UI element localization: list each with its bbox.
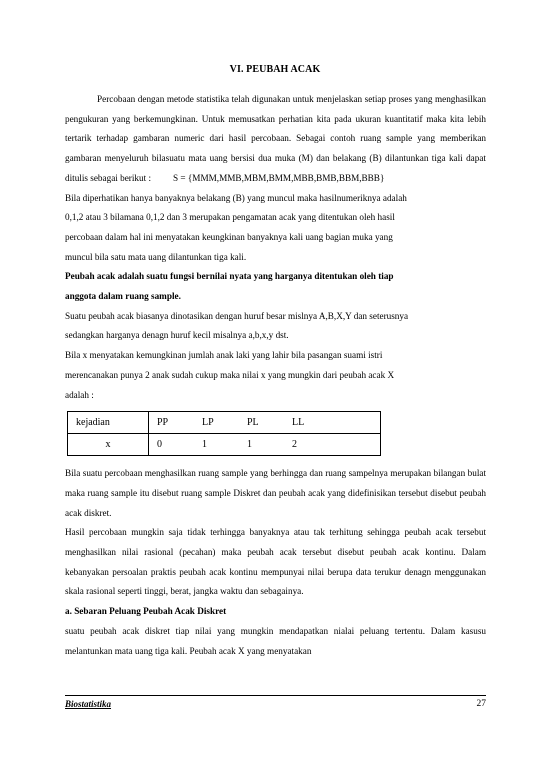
table-cell: PP bbox=[157, 416, 169, 428]
sample-space-set: S = {MMM,MMB,MBM,BMM,MBB,BMB,BBM,BBB} bbox=[173, 172, 385, 183]
table-cell: LL bbox=[292, 416, 305, 428]
paragraph-line: adalah : bbox=[65, 389, 94, 400]
paragraph-line: 0,1,2 atau 3 bilamana 0,1,2 dan 3 merupakan pengamatan acak yang ditentukan oleh hasil bbox=[65, 212, 395, 223]
paragraph-continuous: Hasil percobaan mungkin saja tidak terhingga banyaknya atau tak terhitung sehingga peubah acak tersebut menghasilkan nilai rasional (pecahan) maka peubah acak tersebut disebut peubah acak kontinu. Dalam kebanyakan persoalan praktis peubah acak kontinu mempunyai nilai berupa data terukur denagn menggunakan skala rasional seperti tinggi, berat, jangka waktu dan sebagainya. bbox=[65, 527, 486, 597]
table-row bbox=[68, 434, 381, 456]
paragraph-line: Bila x menyatakan kemungkinan jumlah anak laki yang lahir bila pasangan suami istri bbox=[65, 350, 383, 361]
table-cell: 1 bbox=[202, 438, 207, 450]
table-cell-label: kejadian bbox=[68, 412, 149, 434]
table-cell: 0 bbox=[157, 438, 162, 450]
chapter-title: VI. PEUBAH ACAK bbox=[229, 64, 321, 75]
table-cell: LP bbox=[202, 416, 214, 428]
paragraph-line: muncul bila satu mata uang dilantunkan tiga kali. bbox=[65, 251, 247, 262]
table-row bbox=[68, 412, 381, 434]
paragraph-intro-label: berikut : bbox=[120, 172, 151, 183]
paragraph-intro-text: Percobaan dengan metode statistika telah digunakan untuk menjelaskan setiap proses yang menghasilkan pengukuran yang berkemungkinan. Untuk memusatkan perhatian kita pada ukuran kuantitatif maka kita lebih tertarik terhadap gambaran numeric dari hasil percobaan. Sebagai contoh ruang sample yang memberikan gambaran menyeluruh bilasuatu mata uang bersisi dua muka (M) dan belakang (B) dilantunkan tiga kali dapat ditulis sebagai bbox=[65, 94, 486, 183]
event-table-wrapper bbox=[65, 411, 486, 456]
table-cell-values bbox=[149, 412, 381, 434]
paragraph-line: sedangkan harganya denagn huruf kecil misalnya a,b,x,y dst. bbox=[65, 330, 289, 341]
table-cell-label: x bbox=[68, 434, 149, 456]
paragraph-distribution: suatu peubah acak diskret tiap nilai yang mungkin mendapatkan nialai peluang tertentu. Dalam kasusu melantunkan mata uang tiga kali. Peubah acak X yang menyatakan bbox=[65, 625, 486, 656]
paragraph-line: Suatu peubah acak biasanya dinotasikan dengan huruf besar mislnya A,B,X,Y dan seterusnya bbox=[65, 310, 409, 321]
footer-divider bbox=[65, 695, 486, 696]
definition-line: Peubah acak adalah suatu fungsi bernilai nyata yang harganya ditentukan oleh tiap bbox=[65, 271, 394, 282]
section-heading: a. Sebaran Peluang Peubah Acak Diskret bbox=[65, 606, 227, 617]
footer-label: Biostatistika bbox=[65, 699, 112, 709]
paragraph-line: percobaan dalam hal ini menyatakan keungkinan banyaknya kali uang bagian muka yang bbox=[65, 231, 393, 242]
table-cell: 2 bbox=[292, 438, 297, 450]
table-cell-values bbox=[149, 434, 381, 456]
document-body bbox=[65, 90, 486, 661]
paragraph-line: Bila diperhatikan hanya banyaknya belakang (B) yang muncul maka hasilnumeriknya adalah bbox=[65, 192, 407, 203]
page-number: 27 bbox=[476, 699, 486, 709]
event-table bbox=[67, 411, 381, 456]
paragraph-intro bbox=[65, 90, 486, 189]
table-cell: 1 bbox=[247, 438, 252, 450]
definition-line: anggota dalam ruang sample. bbox=[65, 291, 181, 302]
paragraph-line: merencanakan punya 2 anak sudah cukup maka nilai x yang mungkin dari peubah acak X bbox=[65, 369, 395, 380]
paragraph-discrete: Bila suatu percobaan menghasilkan ruang sample yang berhingga dan ruang sampelnya merupakan bilangan bulat maka ruang sample itu disebut ruang sample Diskret dan peubah acak yang didefinisikan tersebut disebut peubah acak diskret. bbox=[65, 468, 486, 518]
table-cell: PL bbox=[247, 416, 259, 428]
